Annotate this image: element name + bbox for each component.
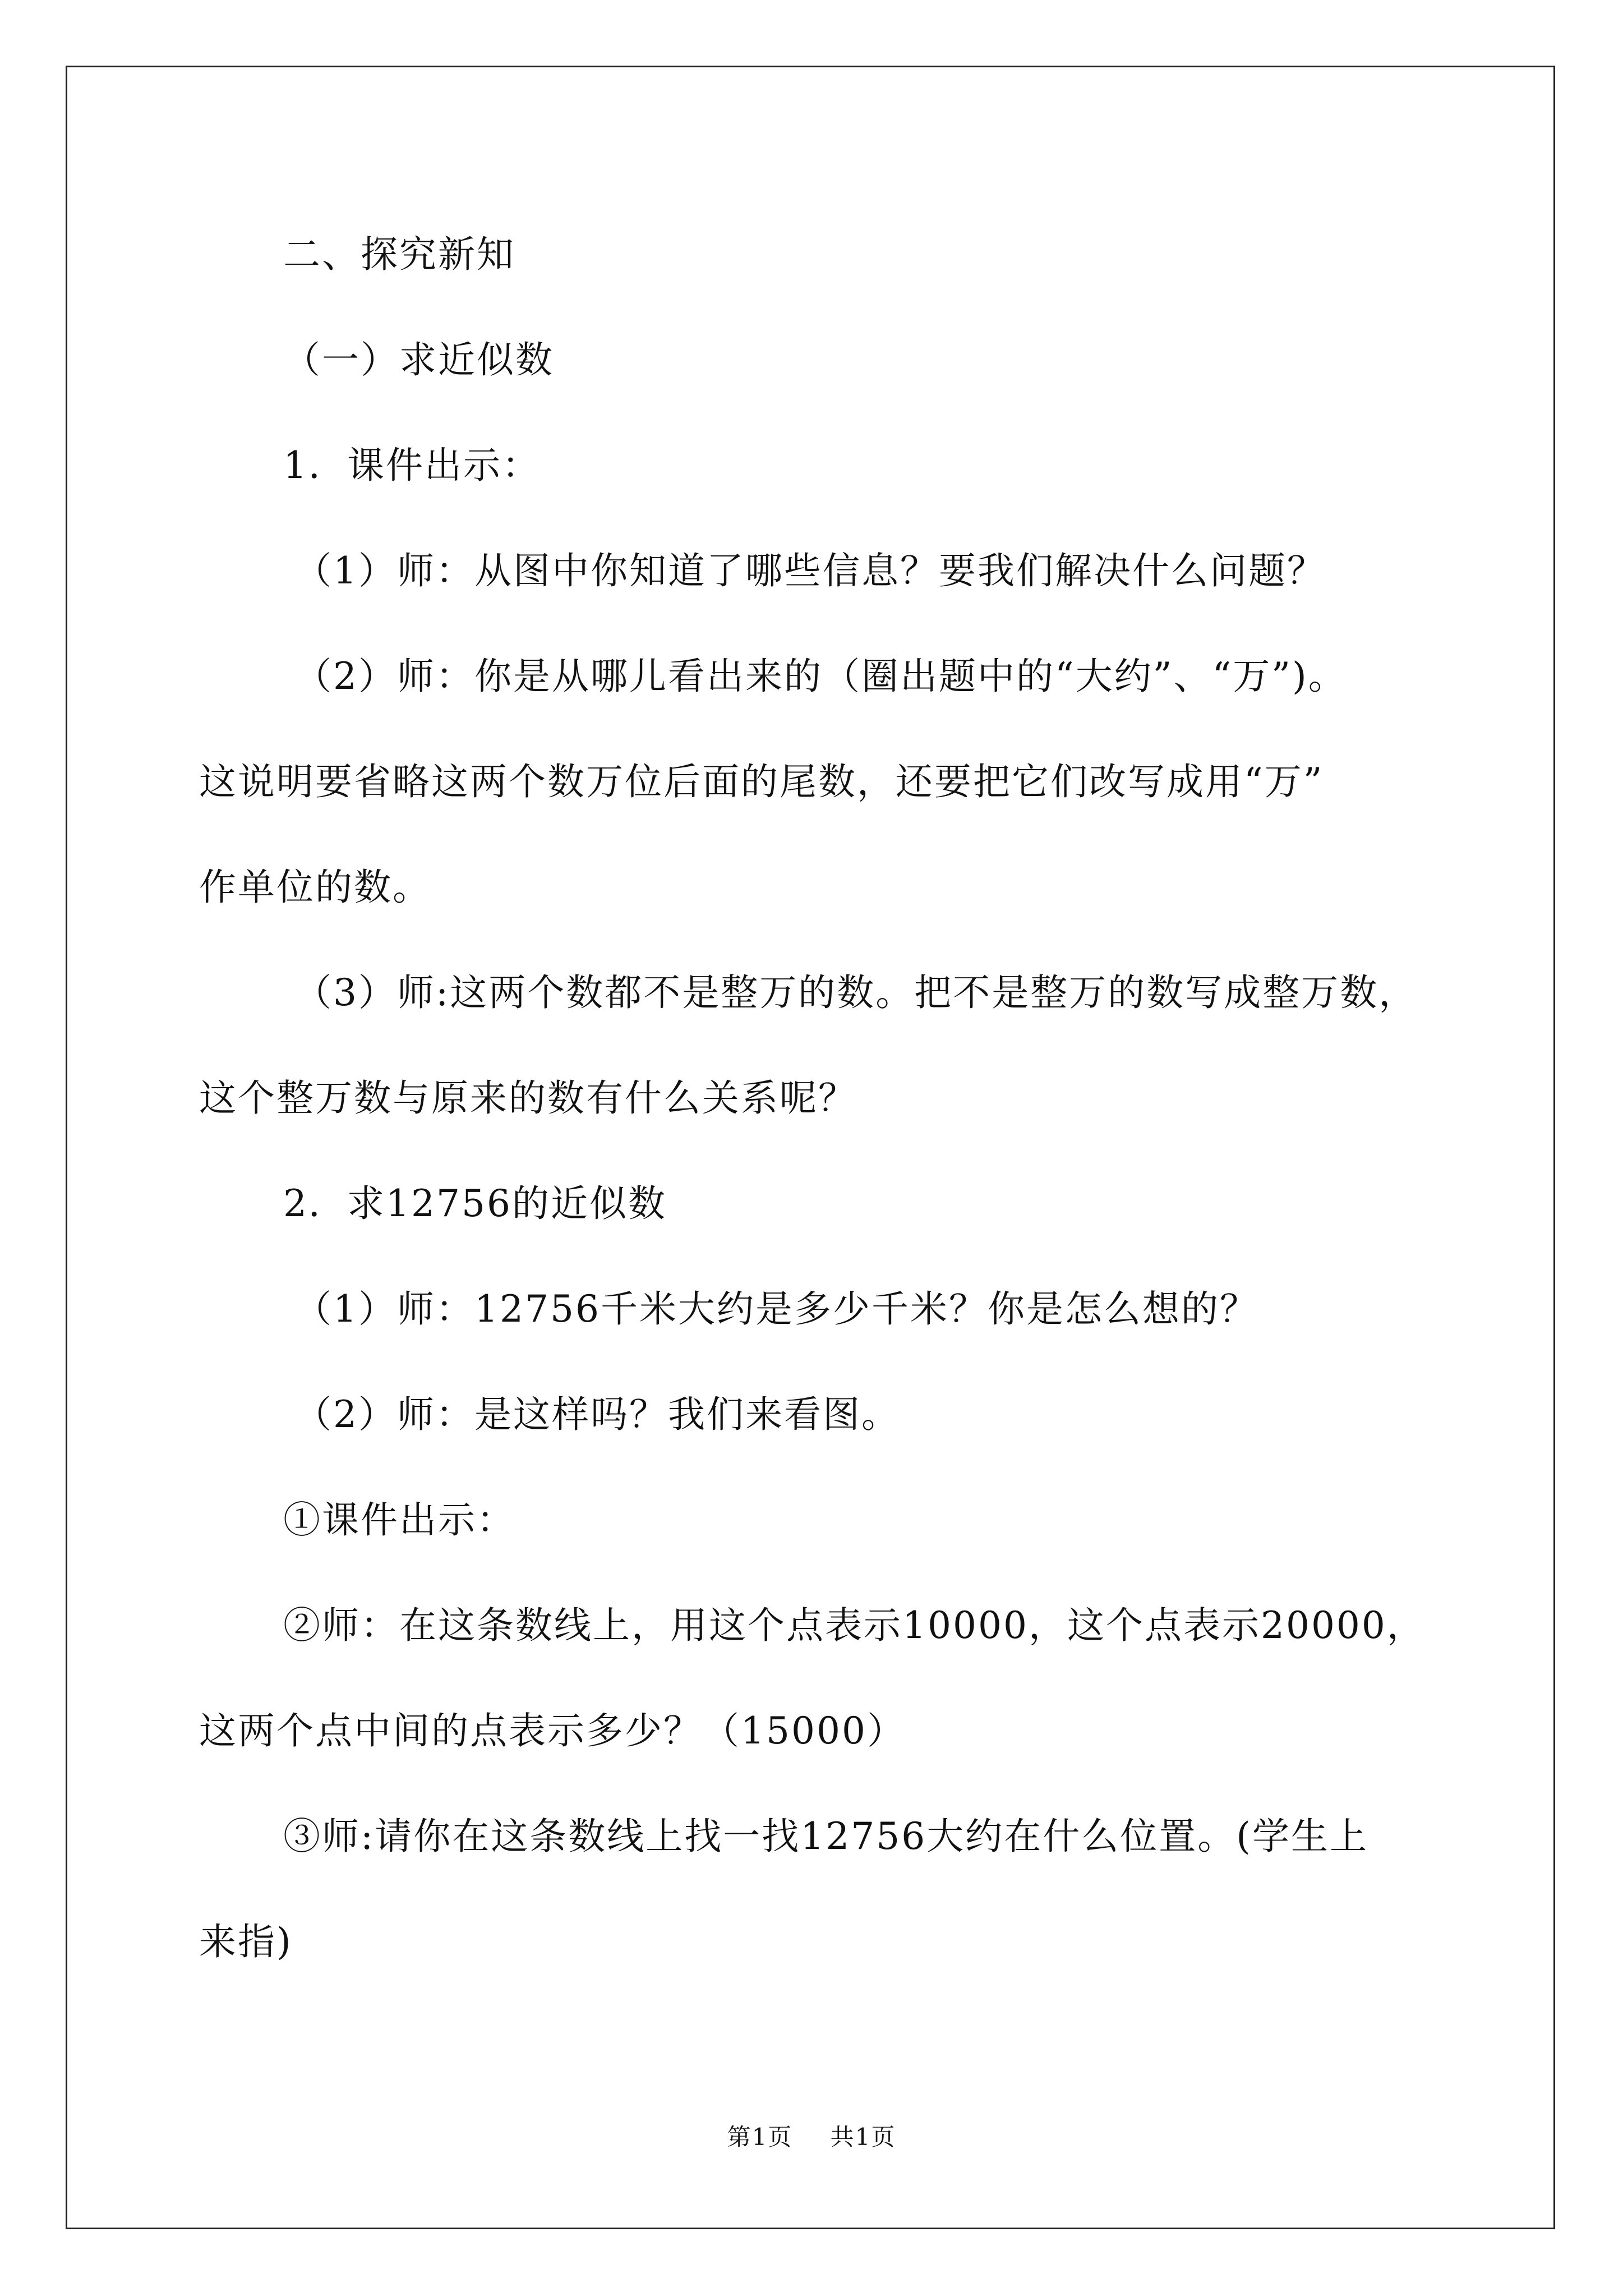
page-footer (0, 2120, 1623, 2154)
page-number-current: 第1页 (727, 2123, 793, 2151)
paragraph-line: 这个整万数与原来的数有什么关系呢？ (199, 1076, 857, 1120)
paragraph-line: （2）师：是这样吗？我们来看图。 (294, 1393, 900, 1436)
paragraph-line: ②师：在这条数线上，用这个点表示10000，这个点表示20000， (283, 1604, 1426, 1647)
paragraph-line: 作单位的数。 (199, 866, 431, 909)
subsection-heading: （一）求近似数 (283, 338, 554, 381)
paragraph-line: 这说明要省略这两个数万位后面的尾数，还要把它们改写成用“万” (199, 760, 1324, 803)
section-heading: 二、探究新知 (283, 233, 515, 276)
paragraph-line: ①课件出示： (283, 1498, 515, 1542)
paragraph-line: 1．课件出示： (283, 444, 541, 487)
paragraph-line: ③师:请你在这条数线上找一找12756大约在什么位置。(学生上 (283, 1815, 1368, 1858)
paragraph-line: （1）师：12756千米大约是多少千米？你是怎么想的？ (294, 1287, 1258, 1331)
paragraph-line: （3）师:这两个数都不是整万的数。把不是整万的数写成整万数， (294, 971, 1418, 1014)
paragraph-line: 来指) (199, 1920, 293, 1963)
paragraph-line: （2）师：你是从哪儿看出来的（圈出题中的“大约”、“万”)。 (294, 655, 1347, 698)
paragraph-line: 这两个点中间的点表示多少？（15000） (199, 1709, 906, 1752)
paragraph-line: 2．求12756的近似数 (283, 1182, 667, 1225)
document-body (199, 202, 1461, 1995)
page-number-total: 共1页 (830, 2123, 896, 2151)
paragraph-line: （1）师：从图中你知道了哪些信息？要我们解决什么问题？ (294, 549, 1326, 592)
